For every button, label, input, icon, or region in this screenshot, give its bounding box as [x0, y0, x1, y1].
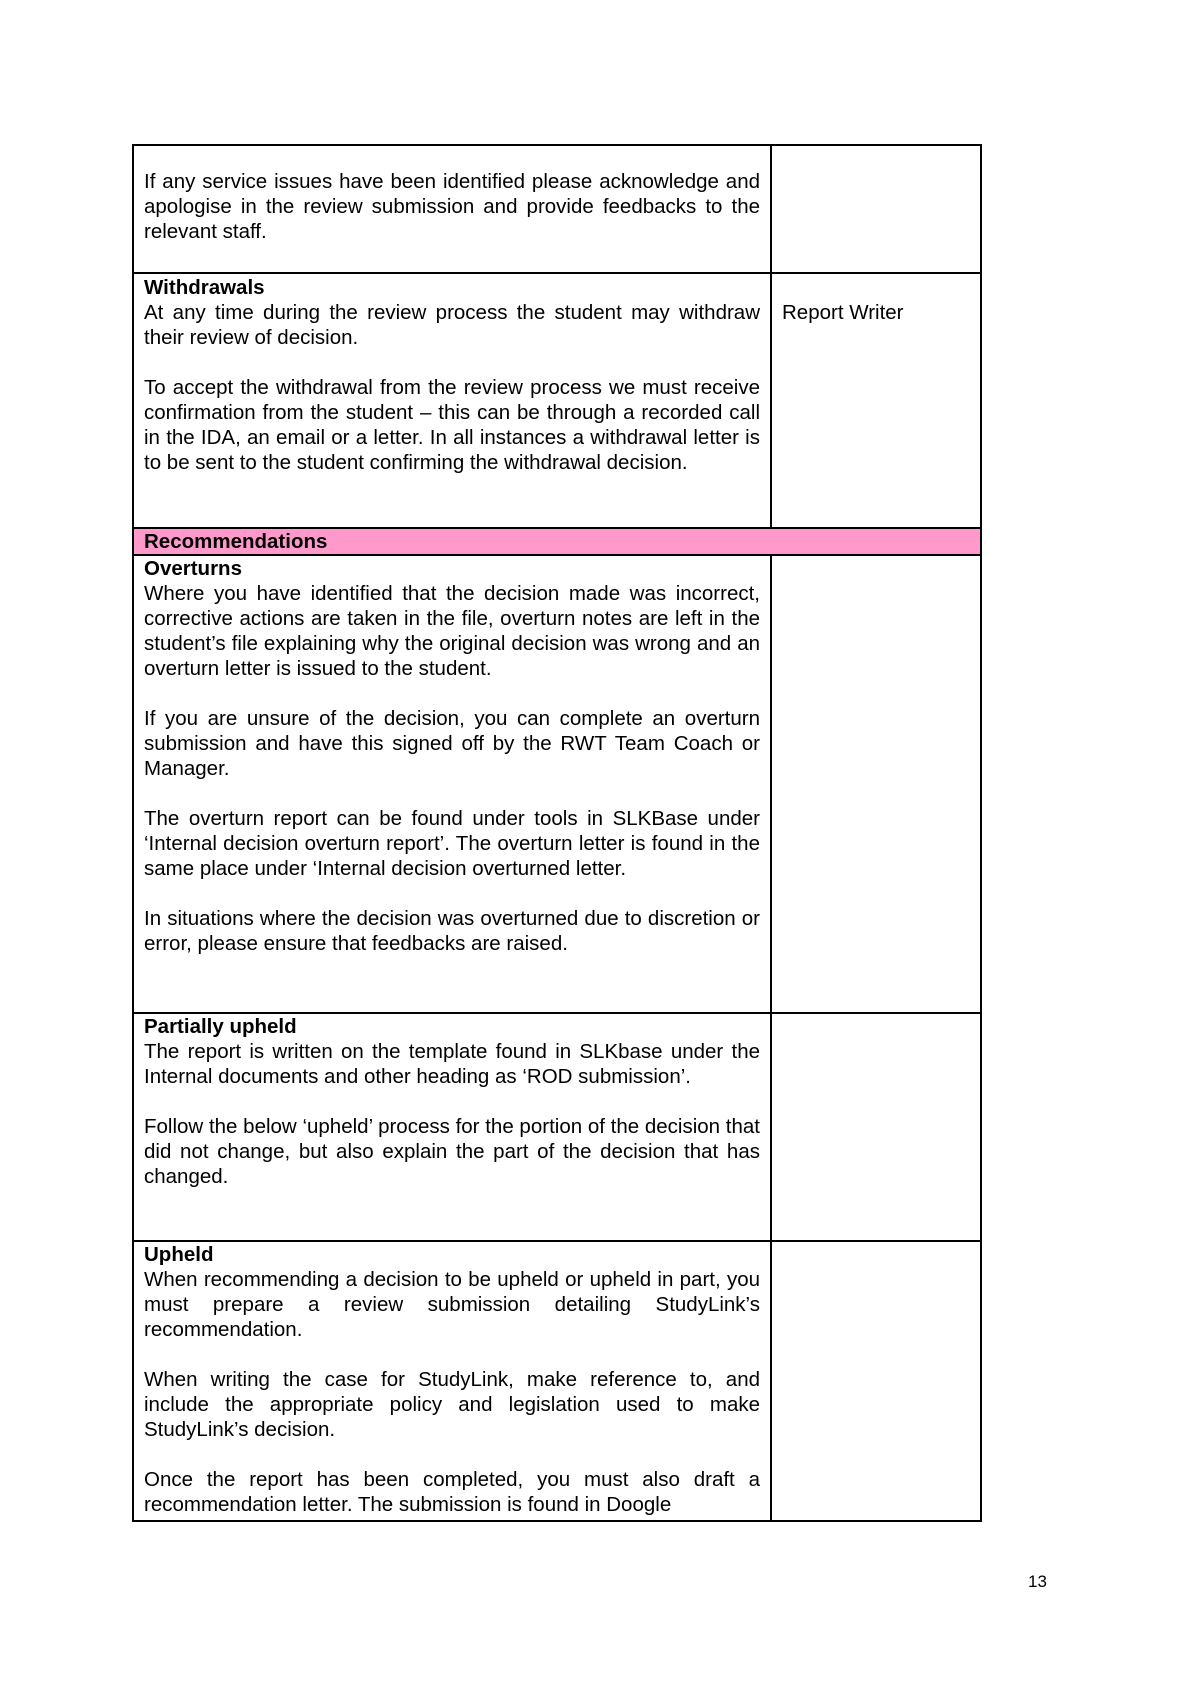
table-row: [133, 1013, 981, 1241]
responsible-cell: [771, 555, 981, 1013]
withdrawals-heading: Withdrawals: [144, 276, 265, 299]
table-row: [133, 555, 981, 1013]
overturns-paragraph: If you are unsure of the decision, you can complete an overturn submission and have this signed off by the RWT Team Coach or Manager.: [144, 707, 760, 780]
partially-upheld-cell: [133, 1013, 771, 1241]
upheld-paragraph: When recommending a decision to be upheld or upheld in part, you must prepare a review submission detailing StudyLink’s recommendation.: [144, 1268, 760, 1341]
table-row: [133, 1241, 981, 1521]
withdrawals-paragraph: To accept the withdrawal from the review process we must receive confirmation from the student – this can be through a recorded call in the IDA, an email or a letter. In all instances a withdrawal letter is to be sent to the student confirming the withdrawal decision.: [144, 376, 760, 474]
upheld-paragraph: Once the report has been completed, you must also draft a recommendation letter. The submission is found in Doogle: [144, 1468, 760, 1516]
upheld-cell: [133, 1241, 771, 1521]
service-issues-text: If any service issues have been identified please acknowledge and apologise in the review submission and provide feedbacks to the relevant staff.: [144, 170, 760, 243]
responsible-cell: [771, 1013, 981, 1241]
responsible-cell: [771, 145, 981, 273]
upheld-heading: Upheld: [144, 1243, 214, 1266]
partially-upheld-paragraph: Follow the below ‘upheld’ process for the portion of the decision that did not change, but also explain the part of the decision that has changed.: [144, 1115, 760, 1188]
responsible-cell: [771, 1241, 981, 1521]
partially-upheld-paragraph: The report is written on the template found in SLKbase under the Internal documents and other heading as ‘ROD submission’.: [144, 1040, 760, 1088]
overturns-cell: [133, 555, 771, 1013]
responsible-role: Report Writer: [782, 301, 904, 324]
withdrawals-cell: [133, 273, 771, 528]
section-header-row: [133, 528, 981, 555]
page-number: 13: [1028, 1572, 1047, 1591]
responsible-cell: [771, 273, 981, 528]
overturns-paragraph: Where you have identified that the decision made was incorrect, corrective actions are taken in the file, overturn notes are left in the student’s file explaining why the original decision was wrong and an overturn letter is issued to the student.: [144, 582, 760, 680]
recommendations-header: Recommendations: [133, 528, 981, 555]
service-issues-cell: [133, 145, 771, 273]
partially-upheld-heading: Partially upheld: [144, 1015, 297, 1038]
upheld-paragraph: When writing the case for StudyLink, make reference to, and include the appropriate policy and legislation used to make StudyLink’s decision.: [144, 1368, 760, 1441]
withdrawals-paragraph: At any time during the review process the student may withdraw their review of decision.: [144, 301, 760, 349]
overturns-paragraph: The overturn report can be found under tools in SLKBase under ‘Internal decision overturn report’. The overturn letter is found in the same place under ‘Internal decision overturned letter.: [144, 807, 760, 880]
overturns-heading: Overturns: [144, 557, 242, 580]
procedure-table: [132, 144, 982, 1522]
table-row: [133, 145, 981, 273]
overturns-paragraph: In situations where the decision was overturned due to discretion or error, please ensure that feedbacks are raised.: [144, 907, 760, 955]
table-row: [133, 273, 981, 528]
